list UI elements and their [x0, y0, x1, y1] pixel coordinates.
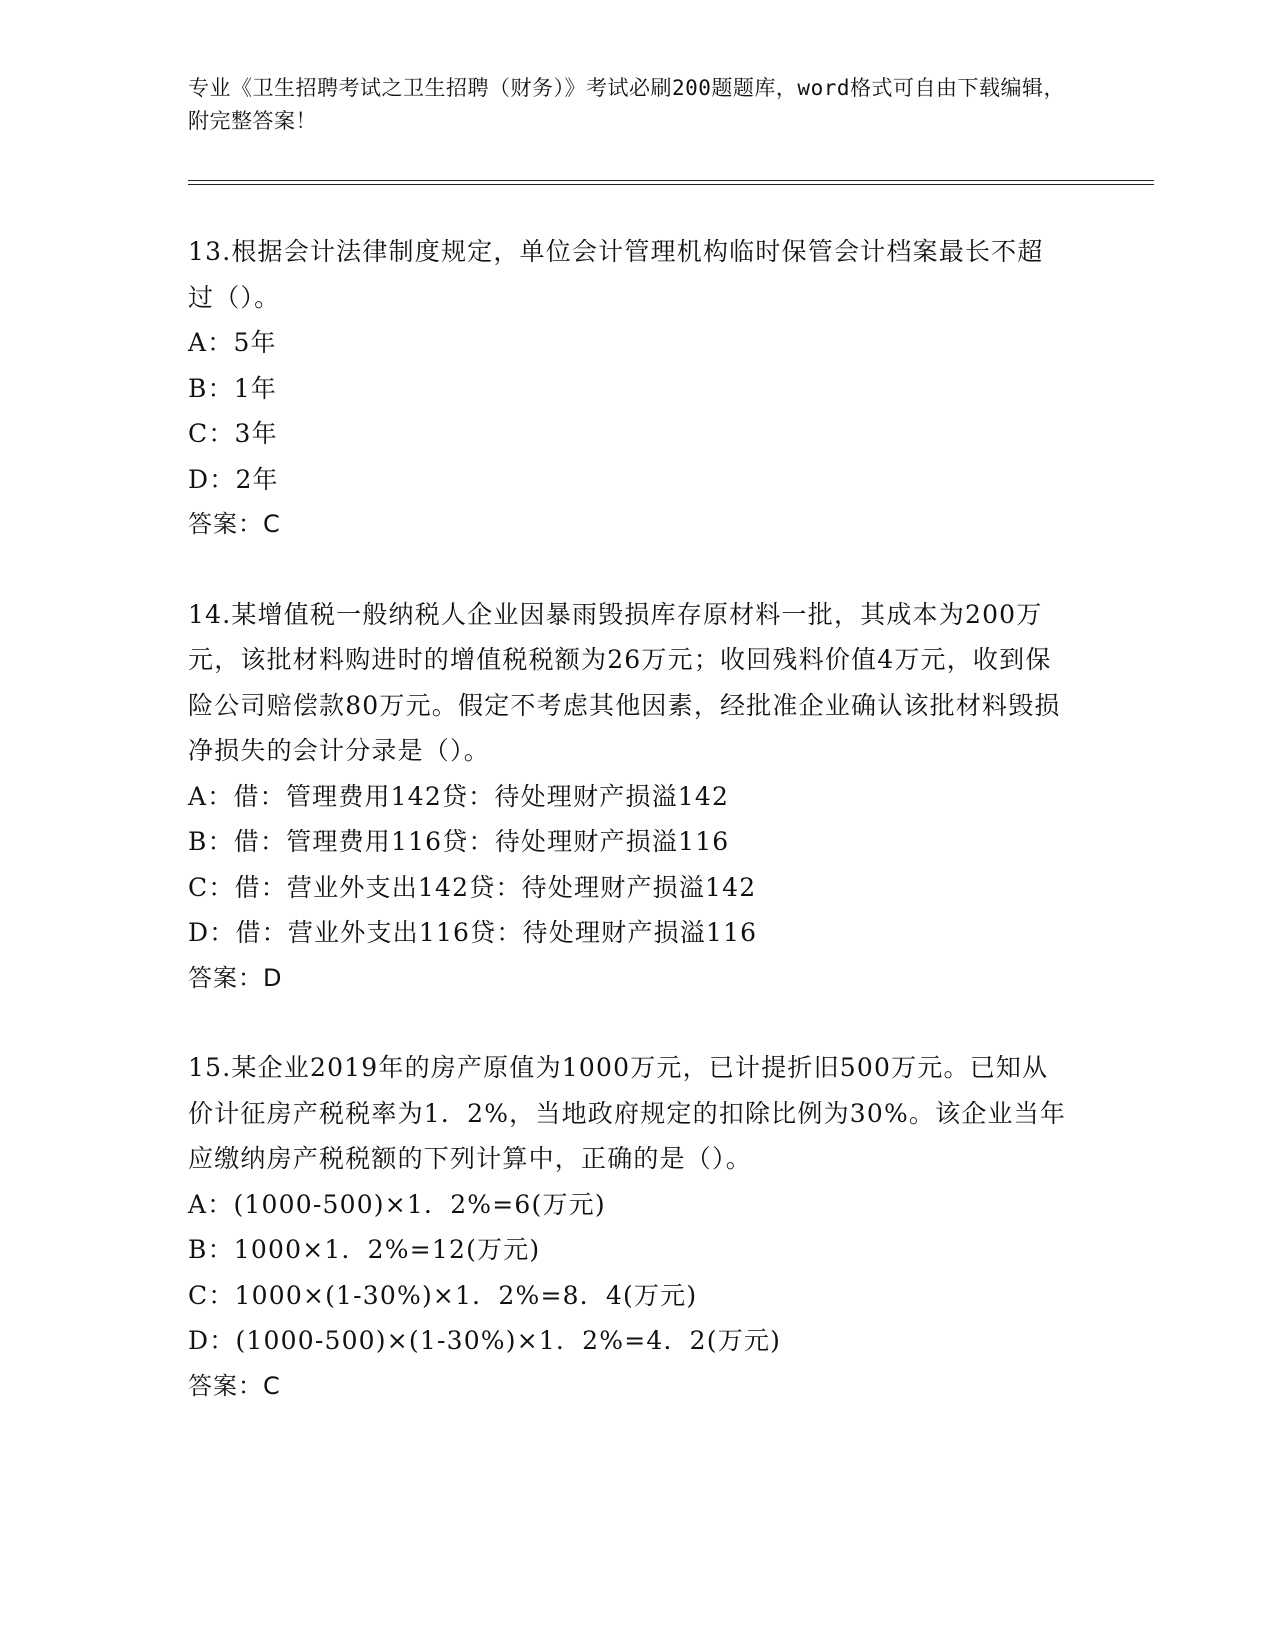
document-page [188, 72, 1148, 1409]
question-stem: 13.根据会计法律制度规定，单位会计管理机构临时保管会计档案最长不超过（）。 [188, 237, 1044, 312]
option-d: D：(1000-500)×(1-30%)×1．2%=4．2(万元) [188, 1326, 782, 1355]
option-d: D：2年 [188, 464, 279, 494]
answer: 答案：D [188, 963, 283, 992]
answer: 答案：C [188, 1371, 281, 1400]
option-c: C：1000×(1-30%)×1．2%=8．4(万元) [188, 1280, 698, 1310]
option-b: B：1000×1．2%=12(万元) [188, 1235, 541, 1264]
option-c: C：3年 [188, 419, 278, 448]
document-intro: 专业《卫生招聘考试之卫生招聘（财务）》考试必刷200题题库，word格式可自由下载编辑，附完整答案！ [188, 76, 1065, 133]
question-15 [188, 1045, 1148, 1409]
question-13 [188, 229, 1148, 548]
question-14 [188, 592, 1148, 1002]
option-a: A：(1000-500)×1．2%=6(万元) [188, 1189, 606, 1219]
option-b: B：1年 [188, 373, 278, 403]
option-d: D：借：营业外支出116贷：待处理财产损溢116 [188, 918, 758, 947]
double-divider [188, 180, 1154, 185]
question-stem: 15.某企业2019年的房产原值为1000万元，已计提折旧500万元。已知从价计征房产税税率为1．2%，当地政府规定的扣除比例为30%。该企业当年应缴纳房产税税额的下列计算中，正确的是（）。 [188, 1053, 1067, 1173]
option-a: A：5年 [188, 328, 277, 357]
answer: 答案：C [188, 510, 281, 538]
option-b: B：借：管理费用116贷：待处理财产损溢116 [188, 827, 730, 856]
question-stem: 14.某增值税一般纳税人企业因暴雨毁损库存原材料一批，其成本为200万元，该批材料购进时的增值税税额为26万元；收回残料价值4万元，收到保险公司赔偿款80万元。假定不考虑其他因素，经批准企业确认该批材料毁损净损失的会计分录是（）。 [188, 599, 1061, 765]
option-a: A：借：管理费用142贷：待处理财产损溢142 [188, 781, 730, 811]
option-c: C：借：营业外支出142贷：待处理财产损溢142 [188, 872, 757, 902]
